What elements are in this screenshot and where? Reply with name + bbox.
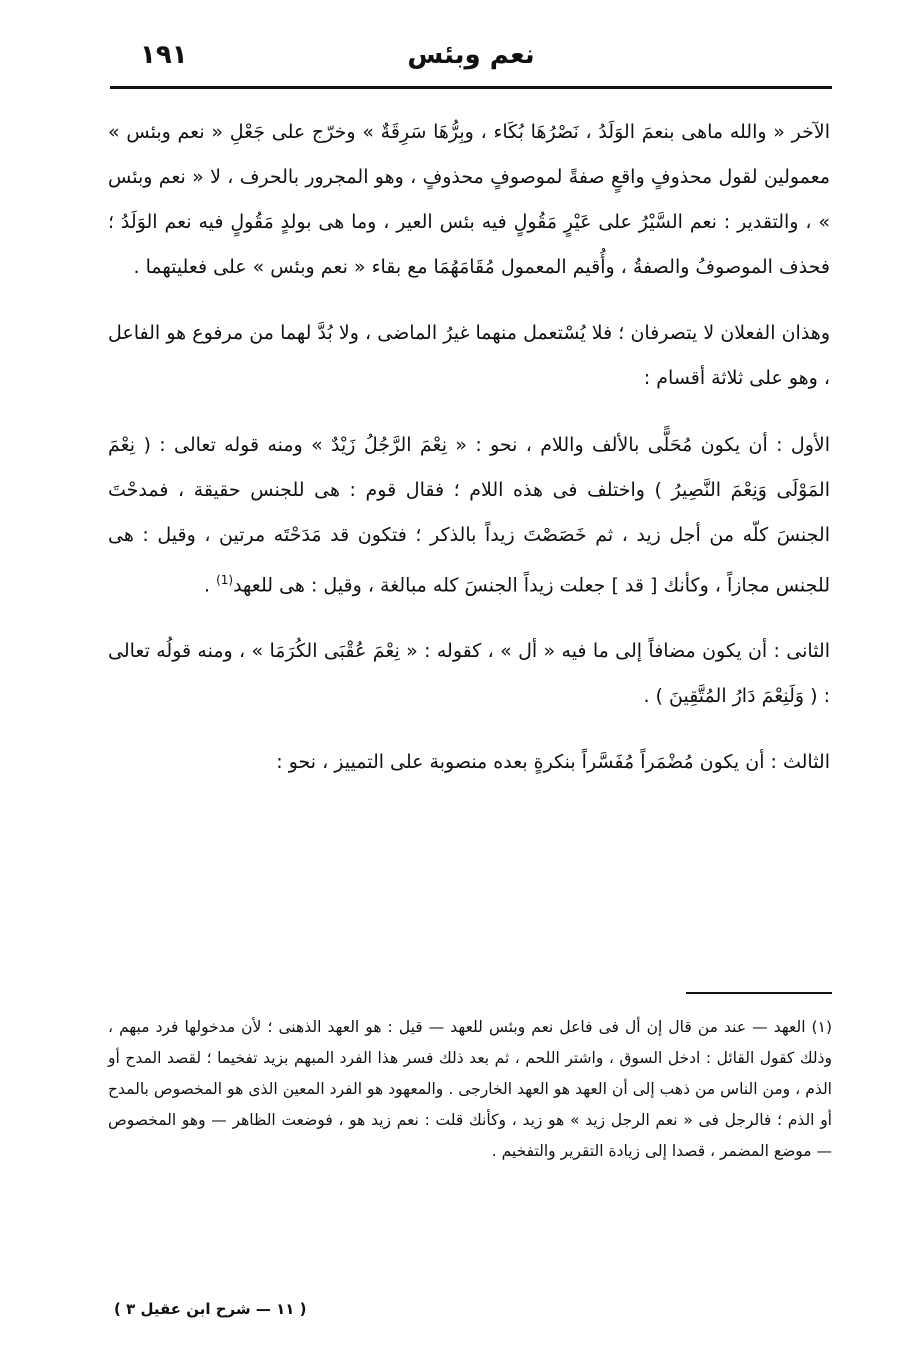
paragraph-4: الثانى : أن يكون مضافاً إلى ما فيه « أل » ، كقوله : « نِعْمَ عُقْبَى الكُرَمَا » ، ومنه قولُه تعالى : ( وَلَنِعْمَ دَارُ المُتَّقِينَ ) . xyxy=(108,640,830,708)
main-text xyxy=(108,110,830,806)
paragraph-3 xyxy=(108,423,830,608)
page-header xyxy=(110,40,832,80)
paragraph-3-text: الأول : أن يكون مُحَلًّى بالألف واللام ، نحو : « نِعْمَ الرَّجُلُ زَيْدٌ » ومنه قوله تعالى : ( نِعْمَ المَوْلَى وَنِعْمَ النَّصِيرُ ) واختلف فى هذه اللام ؛ فقال قوم : هى للجنس حقيقة ، فمدحْتَ الجنسَ كلّه من أجل زيد ، ثم خَصَصْتَ زيداً بالذكر ؛ فتكون قد مَدَحْتَه مرتين ، وقيل : هى للجنس مجازاً ، وكأنك [ قد ] جعلت زيداً الجنسَ كله مبالغة ، وقيل : هى للعهد xyxy=(108,434,830,597)
running-title: نعم وبئس xyxy=(407,40,535,70)
page-number: ١٩١ xyxy=(140,40,188,70)
footnotes xyxy=(108,1012,832,1167)
paragraph-5: الثالث : أن يكون مُضْمَراً مُفَسَّراً بنكرةٍ بعده منصوبة على التمييز ، نحو : xyxy=(276,751,830,774)
signature-line: ( ١١ — شرح ابن عقيل ٣ ) xyxy=(114,1300,307,1318)
footnote-marker: (1) xyxy=(216,573,234,587)
header-rule xyxy=(110,86,832,89)
paragraph-3-end: . xyxy=(203,574,217,597)
footnote-1: (١) العهد — عند من قال إن أل فى فاعل نعم وبئس للعهد — قيل : هو العهد الذهنى ؛ لأن مدخولها فرد مبهم ، وذلك كقول القائل : ادخل السوق ، واشتر اللحم ، ثم بعد ذلك فسر هذا الفرد المبهم بزيد تفخيما ؛ لقصد المدح أو الذم ، ومن الناس من ذهب إلى أن العهد هو العهد الخارجى . والمعهود هو الفرد المعين الذى هو المخصوص بالمدح أو الذم ؛ فالرجل فى « نعم الرجل زيد » هو زيد ، وكأنك قلت : نعم زيد هو ، فوضعت الظاهر — وهو المخصوص — موضع المضمر ، قصدا إلى زيادة التقرير والتفخيم . xyxy=(108,1018,832,1160)
paragraph-1: الآخر « والله ماهى بنعمَ الوَلَدُ ، نَصْرُهَا بُكَاء ، وبِرُّهَا سَرِقَةٌ » وخرّج على جَعْلِ « نعم وبئس » معمولين لقول محذوفٍ واقعٍ صفةً لموصوفٍ محذوفٍ ، وهو المجرور بالحرف ، لا « نعم وبئس » ، والتقدير : نعم السَّيْرُ على عَيْرٍ مَقُولٍ فيه بئس العير ، وما هى بولدٍ مَقُولٍ فيه نعم الوَلَدُ ؛ فحذف الموصوفُ والصفةُ ، وأُقيم المعمول مُقَامَهُمَا مع بقاء « نعم وبئس » على فعليتهما . xyxy=(108,121,830,278)
footnote-rule xyxy=(686,992,832,994)
paragraph-2: وهذان الفعلان لا يتصرفان ؛ فلا يُسْتعمل منهما غيرُ الماضى ، ولا بُدَّ لهما من مرفوع هو الفاعل ، وهو على ثلاثة أقسام : xyxy=(108,322,830,389)
